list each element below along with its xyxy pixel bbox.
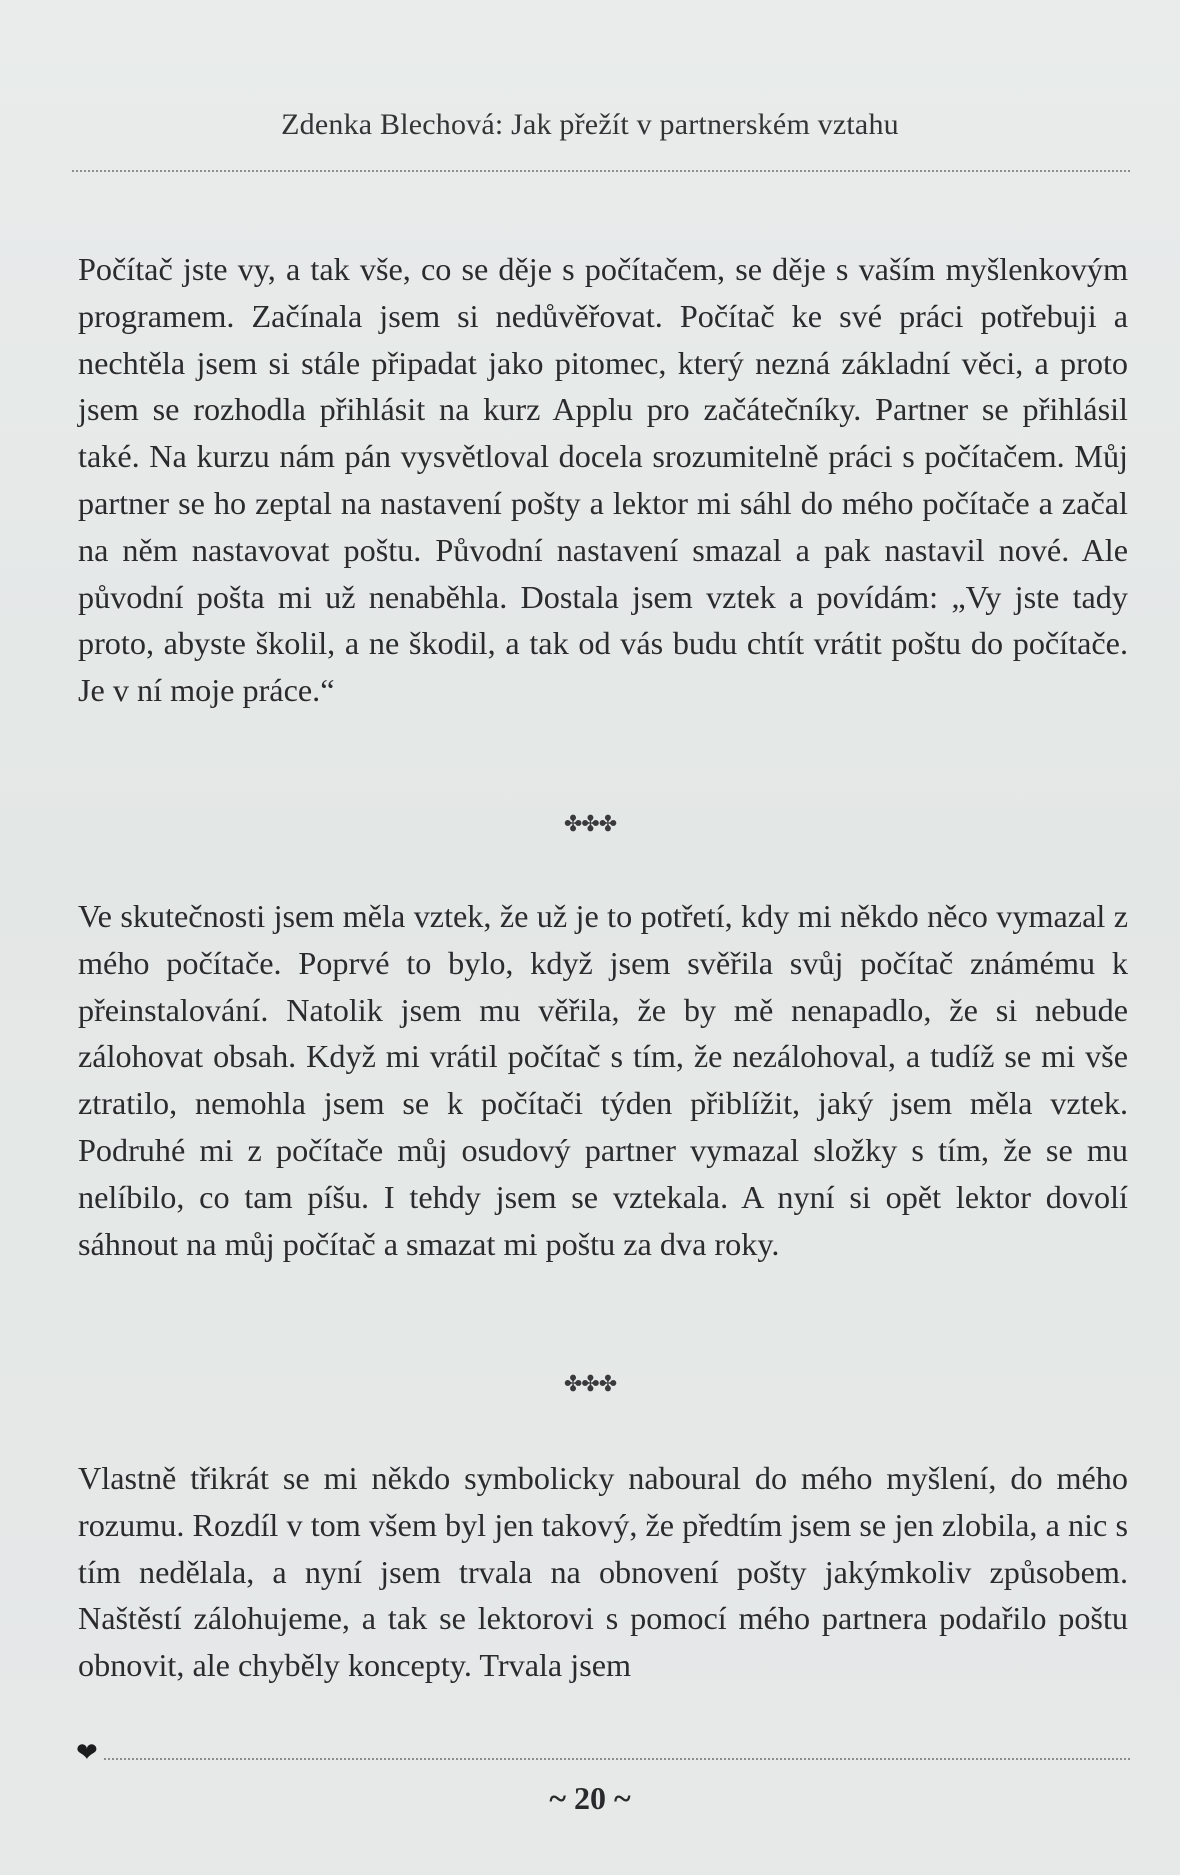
running-header-title: Zdenka Blechová: Jak přežít v partnerském vztahu xyxy=(281,108,899,141)
header-dotted-rule xyxy=(72,170,1130,172)
section-separator-ornament: ✤✤✤ xyxy=(563,1372,617,1397)
section-separator-ornament: ✤✤✤ xyxy=(563,812,617,837)
heart-icon: ❤ xyxy=(76,1738,98,1768)
page-number: ~ 20 ~ xyxy=(549,1780,631,1816)
paragraph-1: Počítač jste vy, a tak vše, co se děje s počítačem, se děje s vaším myšlenkovým programem. Začínala jsem si nedůvěřovat. Počítač ke své práci potřebuji a nechtěla jsem si stále připadat jako pitomec, který nezná základní věci, a proto jsem se rozhodla přihlásit na kurz Applu pro začátečníky. Partner se přihlásil také. Na kurzu nám pán vysvětloval docela srozumitelně práci s počítačem. Můj partner se ho zeptal na nastavení pošty a lektor mi sáhl do mého počítače a začal na něm nastavovat poštu. Původní nastavení smazal a pak nastavil nové. Ale původní pošta mi už nenaběhla. Dostala jsem vztek a povídám: „Vy jste tady proto, abyste školil, a ne škodil, a tak od vás budu chtít vrátit poštu do počítače. Je v ní moje práce.“ xyxy=(78,251,1128,709)
paragraph-2: Ve skutečnosti jsem měla vztek, že už je to potřetí, kdy mi někdo něco vymazal z mého počítače. Poprvé to bylo, když jsem svěřila svůj počítač známému k přeinstalování. Natolik jsem mu věřila, že by mě nenapadlo, že si nebude zálohovat obsah. Když mi vrátil počítač s tím, že nezálohoval, a tudíž se mi vše ztratilo, nemohla jsem se k počítači týden přiblížit, jaký jsem měla vztek. Podruhé mi z počítače můj osudový partner vymazal složky s tím, že se mu nelíbilo, co tam píšu. I tehdy jsem se vztekala. A nyní si opět lektor dovolí sáhnout na můj počítač a smazat mi poštu za dva roky. xyxy=(78,898,1128,1262)
paragraph-3: Vlastně třikrát se mi někdo symbolicky naboural do mého myšlení, do mého rozumu. Rozdíl v tom všem byl jen takový, že předtím jsem se jen zlobila, a nic s tím nedělala, a nyní jsem trvala na obnovení pošty jakýmkoliv způsobem. Naštěstí zálohujeme, a tak se lektorovi s pomocí mého partnera podařilo poštu obnovit, ale chyběly koncepty. Trvala jsem xyxy=(78,1460,1128,1684)
footer-dotted-rule xyxy=(104,1758,1130,1760)
